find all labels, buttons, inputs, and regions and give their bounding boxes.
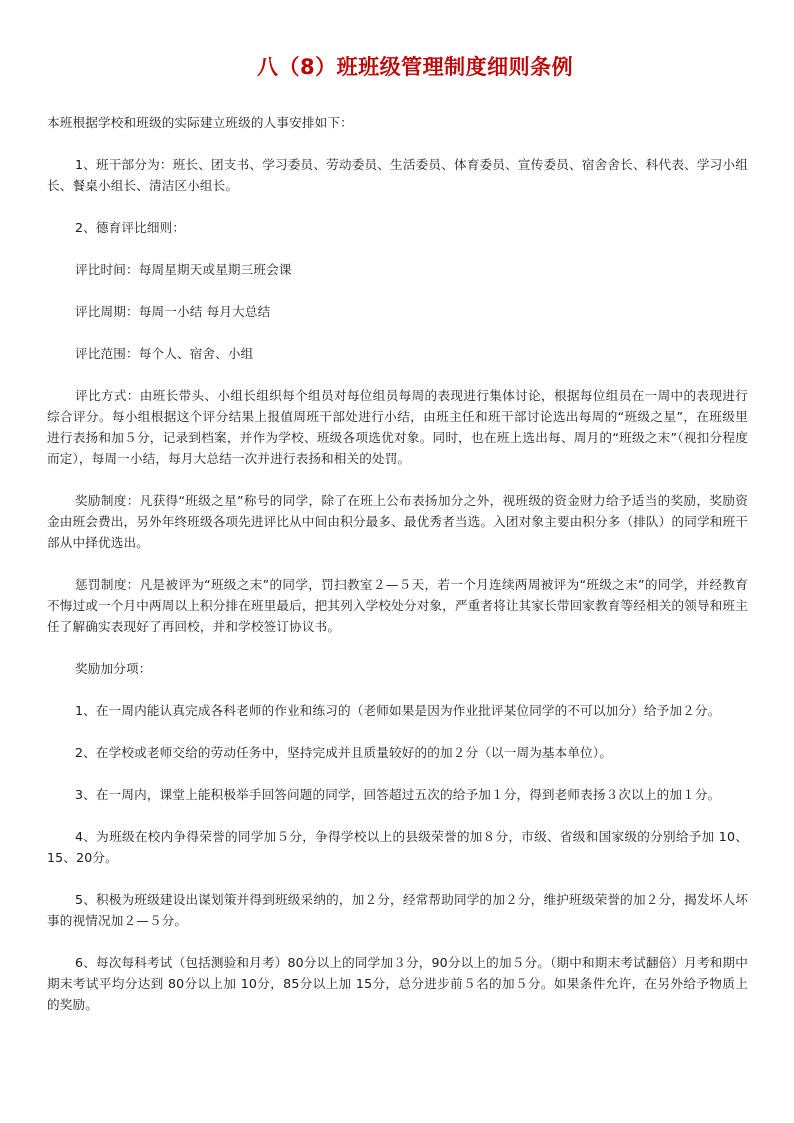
paragraph-reward-system: 奖励制度：凡获得“班级之星”称号的同学，除了在班上公布表扬加分之外，视班级的资金财力给予适当的奖励，奖励资金由班会费出，另外年终班级各项先进评比从中间由积分最多、最优秀者当选。入团对象主要由积分多（排队）的同学和班干部从中择优选出。 (47, 493, 748, 550)
intro-paragraph: 本班根据学校和班级的实际建立班级的人事安排如下： (47, 115, 353, 130)
paragraph-bonus-heading: 奖励加分项： (75, 661, 152, 676)
paragraph-evaluation-time: 评比时间：每周星期天或星期三班会课 (75, 262, 292, 277)
paragraph-moral-evaluation-heading: 2、德育评比细则： (75, 220, 186, 235)
paragraph-bonus-item-1: 1、在一周内能认真完成各科老师的作业和练习的（老师如果是因为作业批评某位同学的不可以加分）给予加２分。 (75, 703, 721, 718)
paragraph-bonus-item-6: 6、每次每科考试（包括测验和月考）80分以上的同学加３分，90分以上的加５分。（期中和期末考试翻倍）月考和期中期末考试平均分达到 80分以上加 10分，85分以上加 15分，总分进步前５名的加５分。如果条件允许，在另外给予物质上的奖励。 (47, 955, 748, 1012)
paragraph-evaluation-method: 评比方式：由班长带头、小组长组织每个组员对每位组员每周的表现进行集体讨论，根据每位组员在一周中的表现进行综合评分。每小组根据这个评分结果上报值周班干部处进行小结，由班主任和班干部讨论选出每周的“班级之星”，在班级里进行表扬和加５分，记录到档案，并作为学校、班级各项选优对象。同时，也在班上选出每、周月的“班级之末”（视扣分程度而定），每周一小结，每月大总结一次并进行表扬和相关的处罚。 (47, 388, 748, 466)
paragraph-bonus-item-2: 2、在学校或老师交给的劳动任务中，坚持完成并且质量较好的的加２分（以一周为基本单位）。 (75, 745, 613, 760)
paragraph-bonus-item-4: 4、为班级在校内争得荣誉的同学加５分，争得学校以上的县级荣誉的加８分，市级、省级和国家级的分别给予加 10、15、20分。 (47, 829, 748, 865)
paragraph-bonus-item-5: 5、积极为班级建设出谋划策并得到班级采纳的，加２分，经常帮助同学的加２分，维护班级荣誉的加２分，揭发坏人坏事的视情况加２—５分。 (47, 892, 748, 928)
paragraph-evaluation-period: 评比周期：每周一小结 每月大总结 (75, 304, 271, 319)
paragraph-class-cadres: 1、班干部分为：班长、团支书、学习委员、劳动委员、生活委员、体育委员、宣传委员、宿舍舍长、科代表、学习小组长、餐桌小组长、清洁区小组长。 (47, 157, 748, 193)
paragraph-penalty-system: 惩罚制度：凡是被评为“班级之末”的同学，罚扫教室２—５天，若一个月连续两周被评为“班级之末”的同学，并经教育不悔过或一个月中两周以上积分排在班里最后，把其列入学校处分对象，严重者将让其家长带回家教育等经相关的领导和班主任了解确实表现好了再回校，并和学校签订协议书。 (47, 577, 748, 634)
document-title: 八（8）班班级管理制度细则条例 (257, 55, 574, 79)
paragraph-bonus-item-3: 3、在一周内，课堂上能积极举手回答问题的同学，回答超过五次的给予加１分，得到老师表扬３次以上的加１分。 (75, 787, 721, 802)
paragraph-evaluation-scope: 评比范围：每个人、宿舍、小组 (75, 346, 254, 361)
